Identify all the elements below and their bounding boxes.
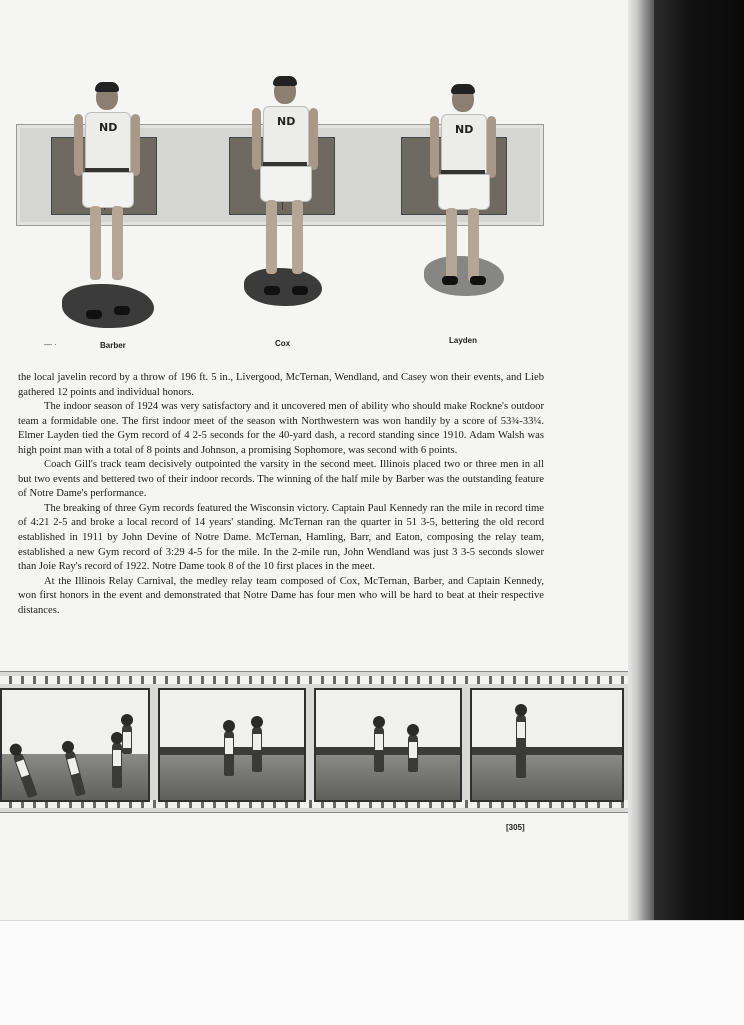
athlete-cox-photo — [250, 78, 320, 308]
book-spine-edge — [654, 0, 744, 920]
action-photo — [158, 688, 306, 802]
jersey-logo: ND — [99, 121, 118, 134]
action-photo — [314, 688, 462, 802]
caption-cox: Cox — [275, 339, 291, 348]
athlete-barber-photo — [72, 84, 142, 324]
scanner-margin — [0, 920, 744, 1025]
paragraph: The breaking of three Gym records featured the Wisconsin victory. Captain Paul Kennedy ran the mile in record time of 4:21 2-5 and broke a local record of 14 years' standing. McTernan ran the quarter in 51 3-5, bettering the old record established in 1911 by John Devine of Notre Dame. McTernan, Hamling, Barr, and Eaton, composing the relay team, established a new Gym record of 3:29 4-5 for the mile. In the 2-mile run, John Wendland was just 3 3-5 seconds slower than Joie Ray's record of 1922. Notre Dame took 8 of the 10 first places in the meet. — [18, 502, 544, 573]
action-photo — [0, 688, 150, 802]
action-photo — [470, 688, 624, 802]
paragraph: The indoor season of 1924 was very satisfactory and it uncovered men of ability who should make Rockne's outdoor team a formidable one. The first indoor meet of the season with Northwestern was won handily by a score of 53¾-33¼. Elmer Layden tied the Gym record of 4 2-5 seconds for the 40-yard dash, a record standing since 1910. Adam Walsh was high point man with a total of 8 points and Johnson, a promising Sophomore, was second with 6 points. — [18, 401, 544, 456]
book-gutter — [628, 0, 654, 920]
film-perforations — [0, 676, 634, 684]
paragraph: At the Illinois Relay Carnival, the medley relay team composed of Cox, McTernan, Barber, and Captain Kennedy, won first honors in the event and demonstrated that Notre Dame has four men who will be hard to beat at their respective distances. — [18, 575, 544, 616]
paragraph: the local javelin record by a throw of 196 ft. 5 in., Livergood, McTernan, Wendland, and Casey won their events, and Lieb gathered 12 points and individual honors. — [18, 372, 544, 398]
filmstrip — [0, 671, 634, 813]
jersey-logo: ND — [455, 123, 474, 136]
paragraph: Coach Gill's track team decisively outpointed the varsity in the second meet. Illinois placed two or three men in all but two events and bettered two of their indoor records. The winning of the half mile by Barber was the outstanding feature of Notre Dame's performance. — [18, 459, 544, 500]
jersey-logo: ND — [277, 115, 296, 128]
athlete-layden-photo — [428, 86, 498, 296]
corner-mark: — · — [44, 340, 57, 349]
caption-barber: Barber — [100, 341, 126, 350]
page-number: [305] — [506, 823, 525, 832]
caption-layden: Layden — [449, 336, 478, 345]
article-body — [18, 371, 544, 618]
